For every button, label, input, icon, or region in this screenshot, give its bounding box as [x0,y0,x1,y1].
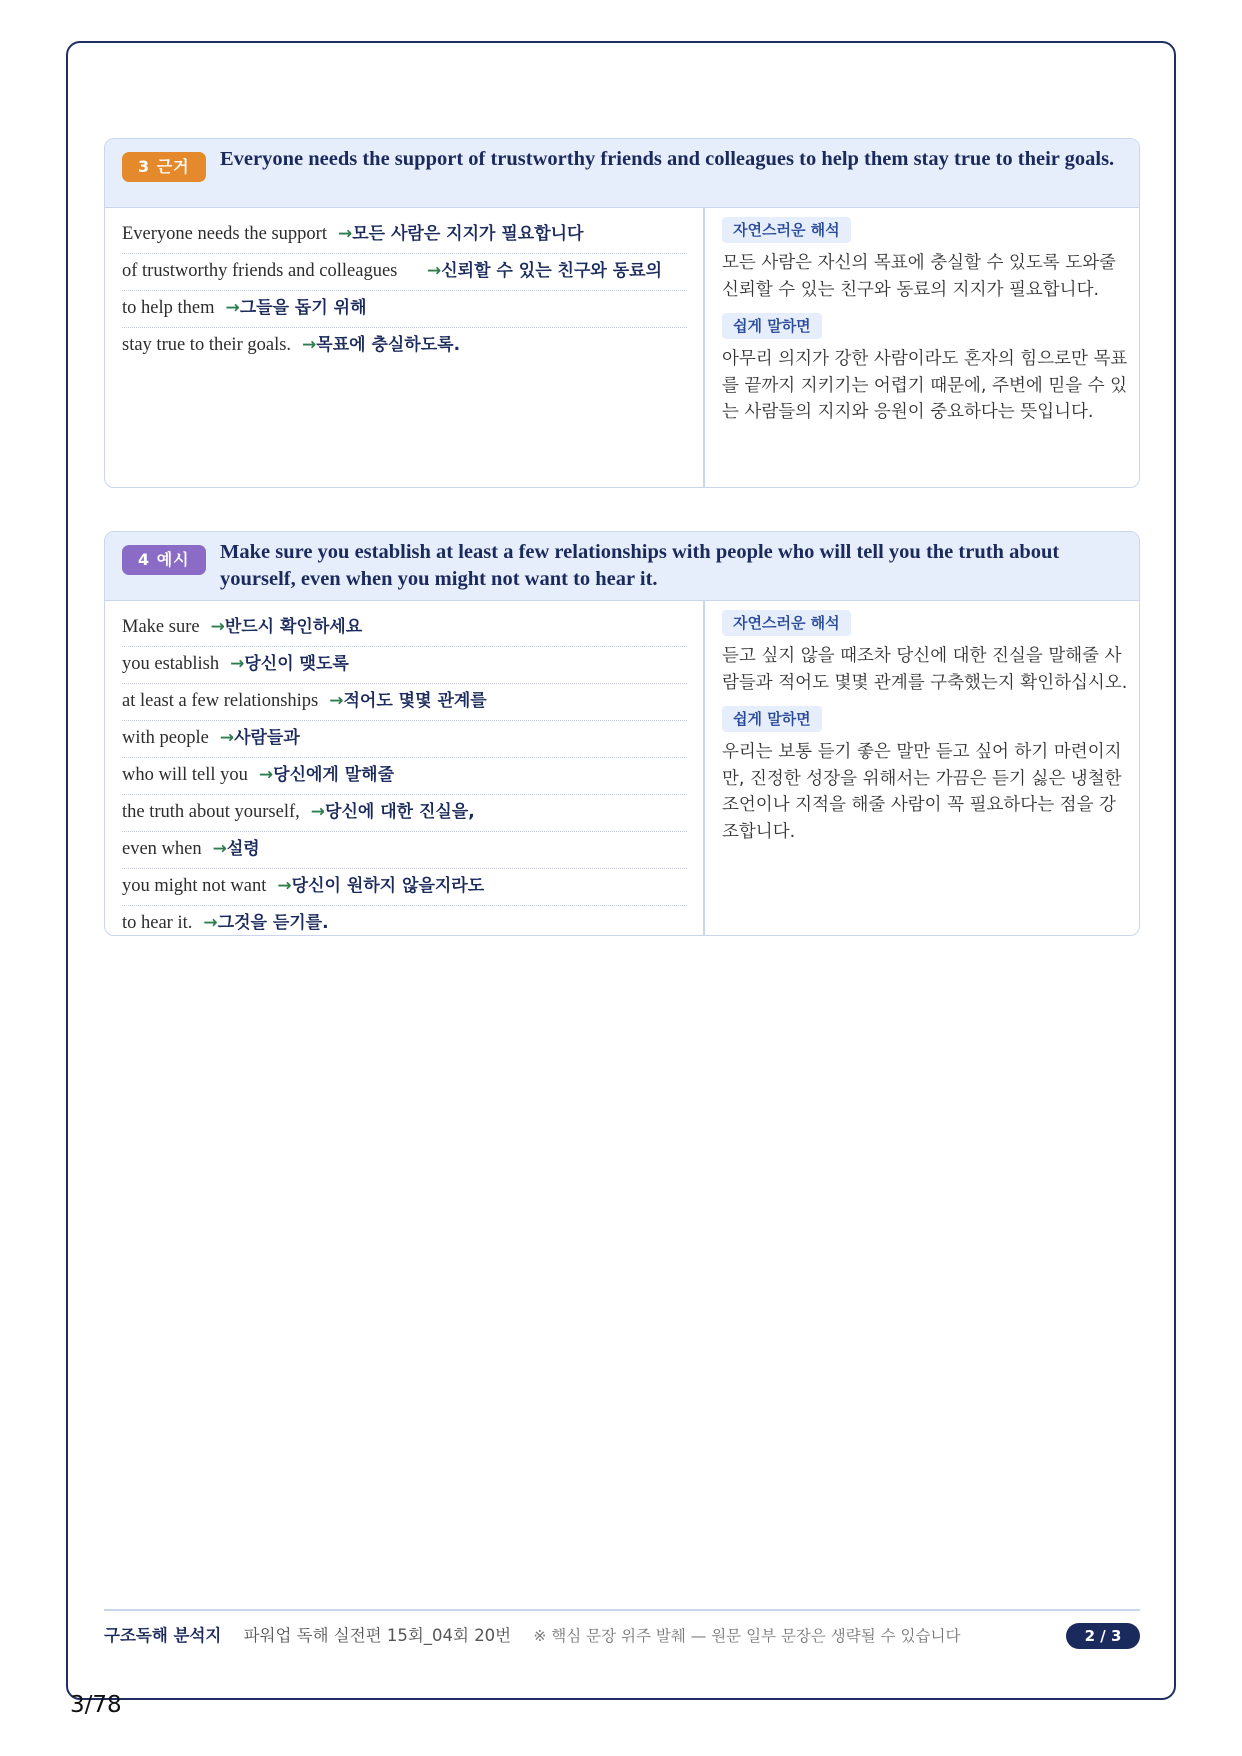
chunk-korean: →신뢰할 수 있는 친구와 동료의 [427,261,662,281]
footer-title: 구조독해 분석지 [104,1626,222,1645]
chunk-english: the truth about yourself, [122,802,300,822]
chunk-korean: →적어도 몇몇 관계를 [329,691,487,711]
chunk-korean: →당신이 맺도록 [230,654,349,674]
chunk-row [122,328,687,364]
easy-explanation-text: 우리는 보통 듣기 좋은 말만 듣고 싶어 하기 마련이지만, 진정한 성장을 위해서는 가끔은 듣기 싫은 냉철한 조언이나 지적을 해줄 사람이 꼭 필요하다는 점을 강조합니다. [722,742,1122,842]
chunk-row [122,721,687,758]
section-badge: 3 근거 [122,152,206,182]
arrow-icon: → [258,765,274,785]
chunk-list [122,610,687,936]
chunk-row [122,832,687,869]
chunk-row [122,758,687,795]
natural-translation-text: 듣고 싶지 않을 때조차 당신에 대한 진실을 말해줄 사람들과 적어도 몇몇 관계를 구축했는지 확인하십시오. [722,646,1128,693]
chunk-korean: →모든 사람은 지지가 필요합니다 [337,224,584,244]
natural-translation-tag: 자연스러운 해석 [722,217,851,243]
document-page-count: 3/78 [70,1692,122,1718]
chunk-english: Everyone needs the support [122,224,327,244]
chunk-row [122,291,687,328]
arrow-icon: → [337,224,353,244]
chunk-row [122,906,687,936]
arrow-icon: → [427,261,442,281]
chunk-korean: →목표에 충실하도록. [302,335,461,355]
chunk-english: with people [122,728,209,748]
analysis-card-3 [104,138,1140,488]
chunk-row [122,869,687,906]
chunk-korean: →그들을 돕기 위해 [225,298,367,318]
chunk-row [122,254,687,291]
card-header [105,532,1139,601]
chunk-row [122,684,687,721]
arrow-icon: → [219,728,235,748]
chunk-korean: →당신에 대한 진실을, [310,802,475,822]
interpretation-panel [722,217,1128,436]
page-indicator: 2 / 3 [1066,1623,1140,1649]
arrow-icon: → [329,691,344,711]
chunk-english: of trustworthy friends and colleagues [122,261,398,281]
arrow-icon: → [212,839,227,859]
chunk-korean: →그것을 듣기를. [203,913,329,933]
chunk-row [122,795,687,832]
easy-explanation-tag: 쉽게 말하면 [722,313,822,339]
natural-translation-text: 모든 사람은 자신의 목표에 충실할 수 있도록 도와줄 신뢰할 수 있는 친구와 동료의 지지가 필요합니다. [722,253,1116,300]
analysis-card-4 [104,531,1140,936]
chunk-row [122,610,687,647]
chunk-korean: →사람들과 [219,728,300,748]
footer-note: ※ 핵심 문장 위주 발췌 — 원문 일부 문장은 생략될 수 있습니다 [533,1627,961,1645]
arrow-icon: → [302,335,317,355]
chunk-list [122,217,687,364]
key-sentence: Everyone needs the support of trustworthy friends and colleagues to help them stay true to their goals. [220,148,1115,170]
arrow-icon: → [277,876,292,896]
chunk-korean: →반드시 확인하세요 [210,617,363,637]
arrow-icon: → [230,654,245,674]
chunk-korean: →당신에게 말해줄 [258,765,395,785]
chunk-english: who will tell you [122,765,248,785]
natural-translation-tag: 자연스러운 해석 [722,610,851,636]
column-divider [703,600,705,935]
card-header [105,139,1139,208]
chunk-korean: →당신이 원하지 않을지라도 [277,876,485,896]
interpretation-panel [722,610,1128,855]
chunk-english: Make sure [122,617,200,637]
chunk-english: to help them [122,298,215,318]
chunk-row [122,217,687,254]
chunk-english: you might not want [122,876,267,896]
easy-explanation-tag: 쉽게 말하면 [722,706,822,732]
footer-book: 파워업 독해 실전편 15회_04회 20번 [243,1626,512,1645]
chunk-english: at least a few relationships [122,691,319,711]
chunk-english: to hear it. [122,913,193,933]
arrow-icon: → [203,913,218,933]
chunk-row [122,647,687,684]
key-sentence: Make sure you establish at least a few relationships with people who will tell you the truth about yourself, even when you might not want to hear it. [220,541,1060,590]
chunk-english: even when [122,839,202,859]
arrow-icon: → [210,617,225,637]
page-footer [104,1620,1140,1652]
chunk-english: you establish [122,654,220,674]
chunk-korean: →설령 [212,839,260,859]
footer-divider [104,1609,1140,1611]
arrow-icon: → [310,802,326,822]
column-divider [703,207,705,487]
chunk-english: stay true to their goals. [122,335,292,355]
easy-explanation-text: 아무리 의지가 강한 사람이라도 혼자의 힘으로만 목표를 끝까지 지키기는 어렵기 때문에, 주변에 믿을 수 있는 사람들의 지지와 응원이 중요하다는 뜻입니다. [722,349,1128,422]
arrow-icon: → [225,298,240,318]
section-badge: 4 예시 [122,545,206,575]
